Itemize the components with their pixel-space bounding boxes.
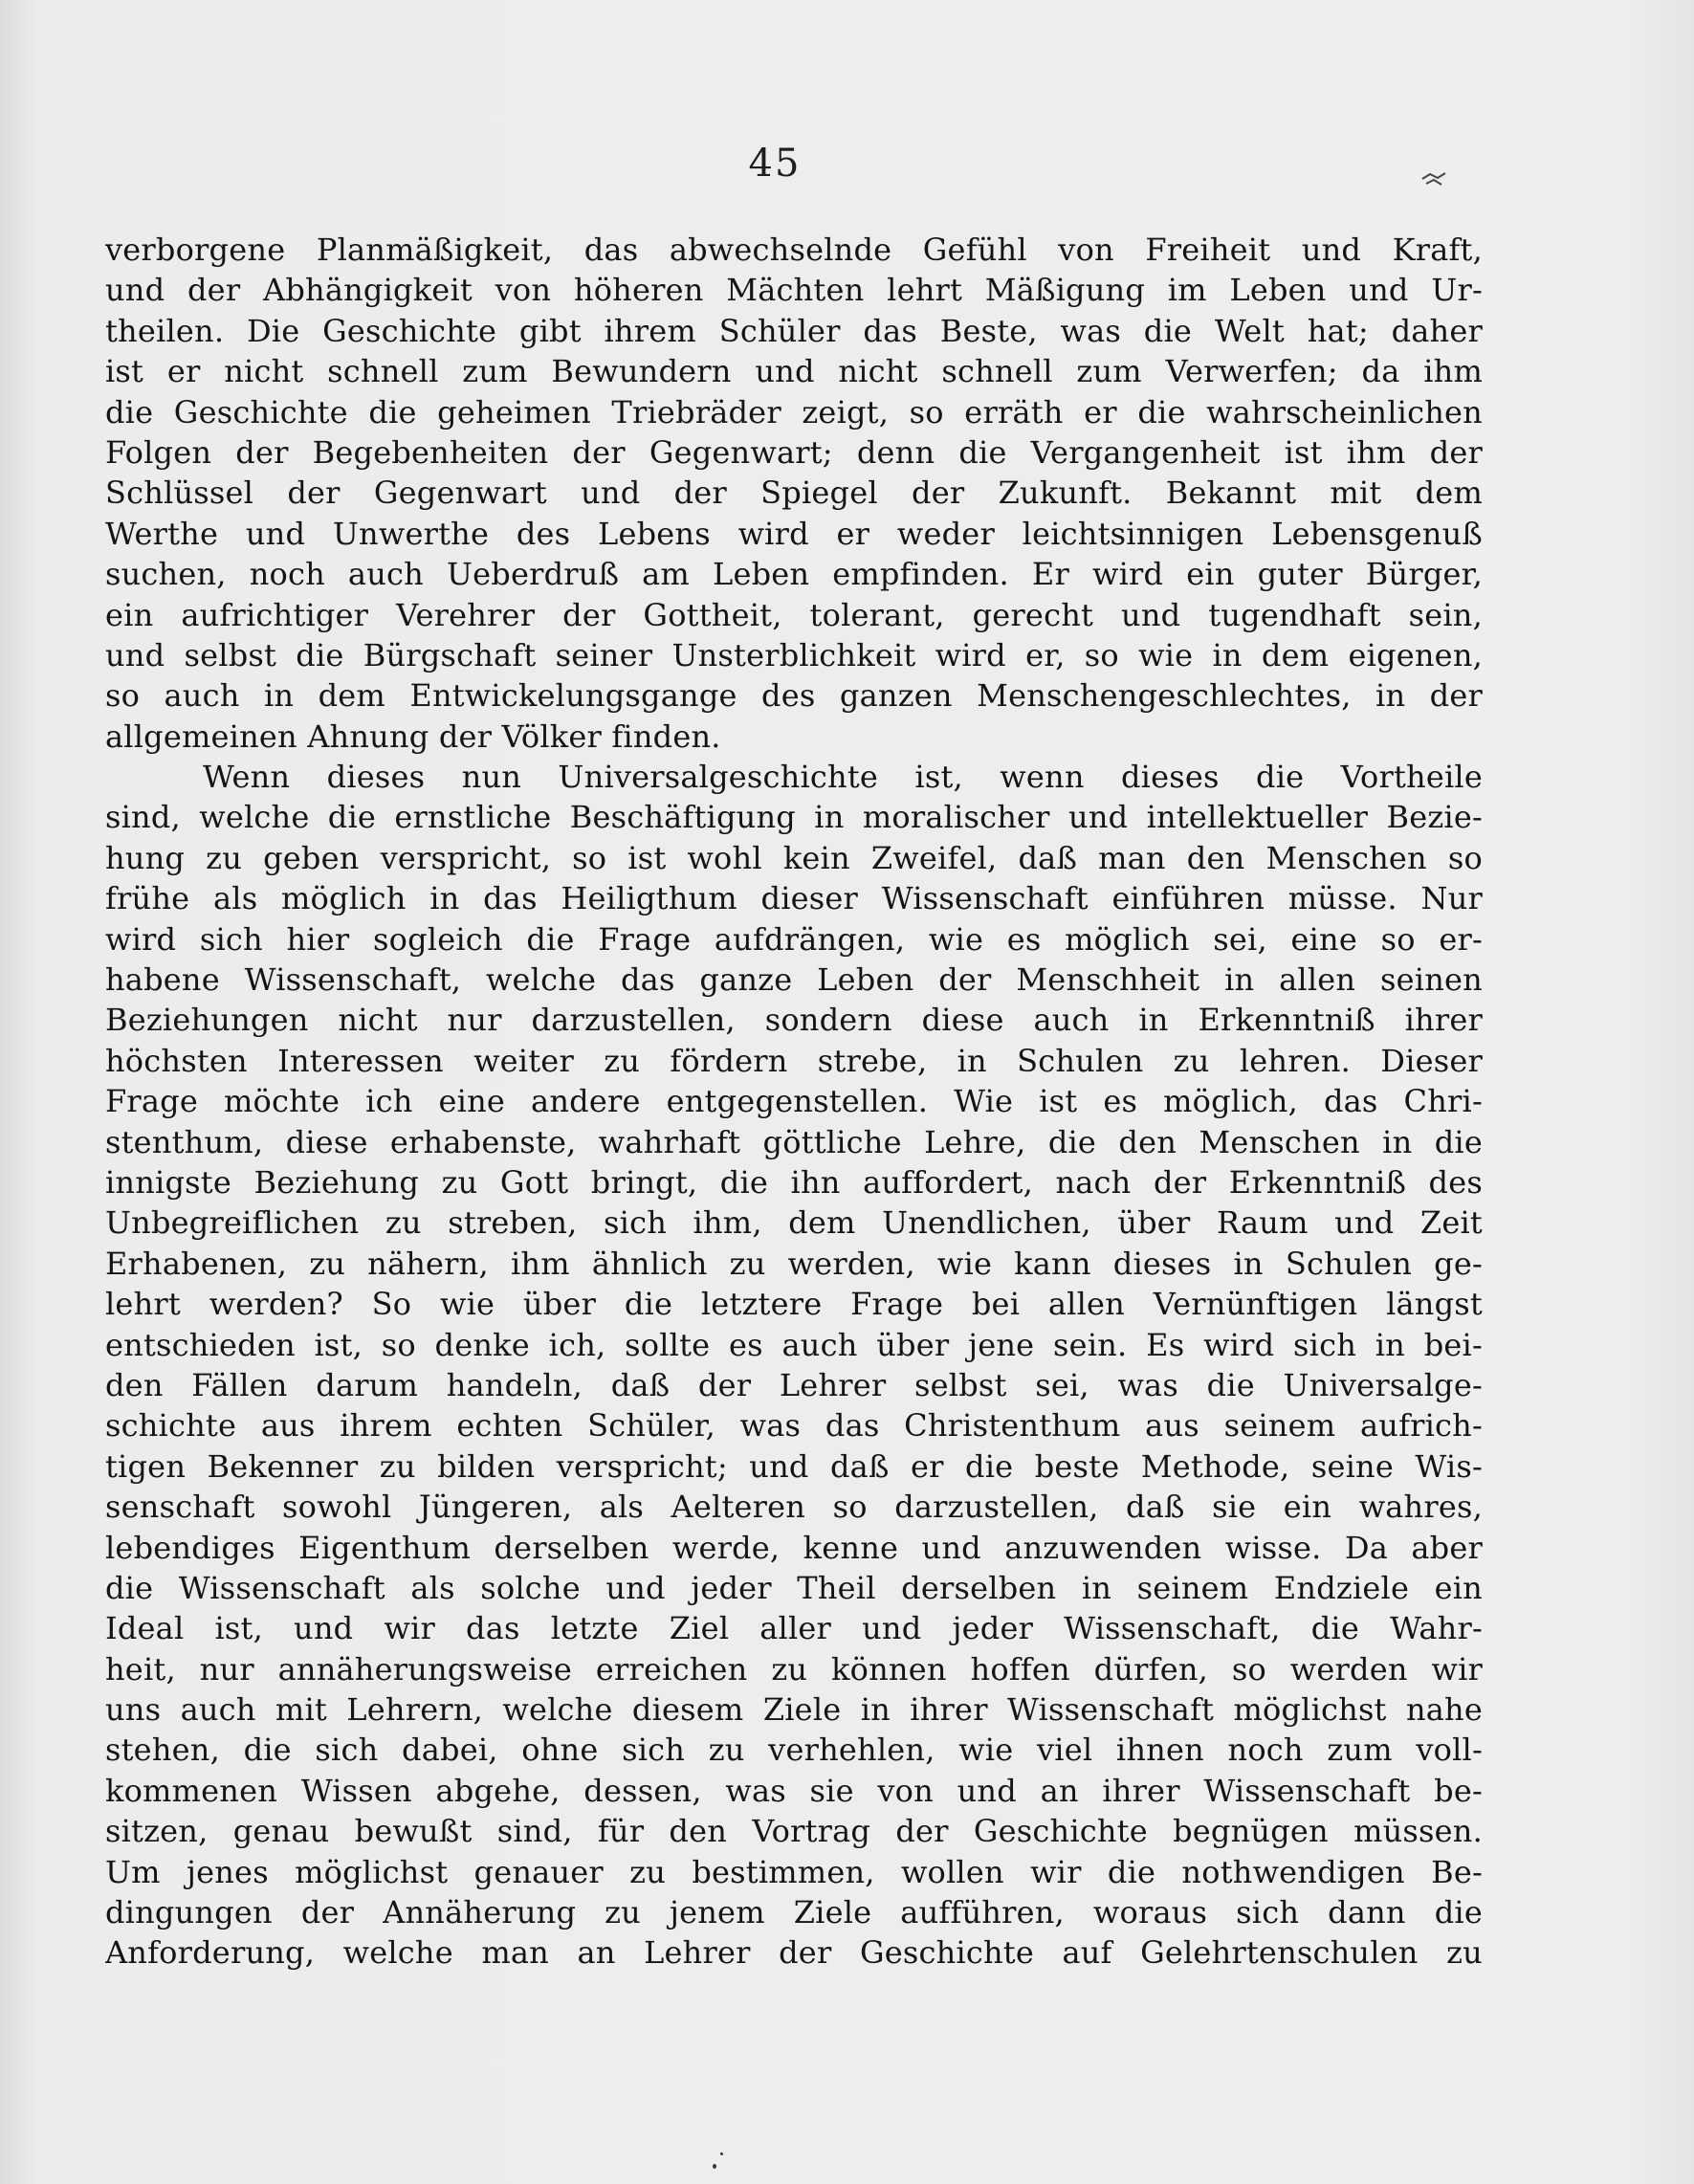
text-line: Um jenes möglichst genauer zu bestimmen, wollen wir die nothwendigen Be- (105, 1853, 1483, 1890)
text-line: stenthum, diese erhabenste, wahrhaft göttliche Lehre, die den Menschen in die (105, 1123, 1483, 1160)
text-line: lebendiges Eigenthum derselben werde, kenne und anzuwenden wisse. Da aber (105, 1529, 1483, 1566)
text-line: höchsten Interessen weiter zu fördern strebe, in Schulen zu lehren. Dieser (105, 1042, 1483, 1079)
text-line: Anforderung, welche man an Lehrer der Geschichte auf Gelehrtenschulen zu (105, 1934, 1483, 1972)
body-text (105, 230, 1483, 1974)
text-line: Schlüssel der Gegenwart und der Spiegel der Zukunft. Bekannt mit dem (105, 474, 1483, 512)
text-line: senschaft sowohl Jüngeren, als Aelteren so darzustellen, daß sie ein wahres, (105, 1489, 1483, 1526)
text-line: uns auch mit Lehrern, welche diesem Ziele in ihrer Wissenschaft möglichst nahe (105, 1691, 1483, 1729)
text-line: heit, nur annäherungsweise erreichen zu können hoffen dürfen, so werden wir (105, 1650, 1483, 1688)
text-line: habene Wissenschaft, welche das ganze Leben der Menschheit in allen seinen (105, 961, 1483, 999)
text-line: suchen, noch auch Ueberdruß am Leben empfinden. Er wird ein guter Bürger, (105, 556, 1483, 593)
text-line: Ideal ist, und wir das letzte Ziel aller und jeder Wissenschaft, die Wahr- (105, 1610, 1483, 1647)
text-line: Folgen der Begebenheiten der Gegenwart; denn die Vergangenheit ist ihm der (105, 433, 1483, 471)
text-line: die Wissenschaft als solche und jeder Theil derselben in seinem Endziele ein (105, 1569, 1483, 1606)
text-line: Erhabenen, zu nähern, ihm ähnlich zu werden, wie kann dieses in Schulen ge- (105, 1245, 1483, 1282)
text-line: wird sich hier sogleich die Frage aufdrängen, wie es möglich sei, eine so er- (105, 920, 1483, 958)
text-line: und der Abhängigkeit von höheren Mächten lehrt Mäßigung im Leben und Ur- (105, 272, 1483, 309)
text-line: innigste Beziehung zu Gott bringt, die ihn auffordert, nach der Erkenntniß des (105, 1163, 1483, 1201)
text-line: Beziehungen nicht nur darzustellen, sondern diese auch in Erkenntniß ihrer (105, 1002, 1483, 1039)
ink-smudge-icon (1420, 170, 1447, 188)
text-line: so auch in dem Entwickelungsgange des ganzen Menschengeschlechtes, in der (105, 677, 1483, 715)
page-number: 45 (748, 142, 802, 186)
text-line: entschieden ist, so denke ich, sollte es auch über jene sein. Es wird sich in bei- (105, 1326, 1483, 1363)
text-line: sind, welche die ernstliche Beschäftigung in moralischer und intellektueller Bezie- (105, 799, 1483, 836)
text-line: Unbegreiflichen zu streben, sich ihm, dem Unendlichen, über Raum und Zeit (105, 1204, 1483, 1242)
text-line: ist er nicht schnell zum Bewundern und nicht schnell zum Verwerfen; da ihm (105, 353, 1483, 390)
text-line: theilen. Die Geschichte gibt ihrem Schüler das Beste, was die Welt hat; daher (105, 312, 1483, 349)
text-line: verborgene Planmäßigkeit, das abwechselnde Gefühl von Freiheit und Kraft, (105, 232, 1483, 268)
text-line: lehrt werden? So wie über die letztere Frage bei allen Vernünftigen längst (105, 1286, 1483, 1323)
text-line: den Fällen darum handeln, daß der Lehrer selbst sei, was die Universalge- (105, 1366, 1483, 1403)
text-line: Frage möchte ich eine andere entgegenstellen. Wie ist es möglich, das Chri- (105, 1083, 1483, 1120)
text-line: sitzen, genau bewußt sind, für den Vortrag der Geschichte begnügen müssen. (105, 1813, 1483, 1850)
text-line: die Geschichte die geheimen Triebräder zeigt, so erräth er die wahrscheinlichen (105, 393, 1483, 430)
text-line: schichte aus ihrem echten Schüler, was das Christenthum aus seinem aufrich- (105, 1407, 1483, 1445)
text-line: und selbst die Bürgschaft seiner Unsterblichkeit wird er, so wie in dem eigenen, (105, 636, 1483, 673)
text-line: tigen Bekenner zu bilden verspricht; und daß er die beste Methode, seine Wis- (105, 1447, 1483, 1485)
text-line: Werthe und Unwerthe des Lebens wird er weder leichtsinnigen Lebensgenuß (105, 515, 1483, 552)
text-line: hung zu geben verspricht, so ist wohl kein Zweifel, daß man den Menschen so (105, 839, 1483, 876)
print-speck (720, 2152, 723, 2155)
text-line: stehen, die sich dabei, ohne sich zu verhehlen, wie viel ihnen noch zum voll- (105, 1732, 1483, 1769)
text-line: allgemeinen Ahnung der Völker finden. (105, 717, 721, 755)
text-line: ein aufrichtiger Verehrer der Gottheit, tolerant, gerecht und tugendhaft sein, (105, 596, 1483, 633)
print-speck (713, 2164, 716, 2169)
text-line: Wenn dieses nun Universalgeschichte ist, wenn dieses die Vortheile (203, 759, 1483, 796)
text-line: kommenen Wissen abgehe, dessen, was sie von und an ihrer Wissenschaft be- (105, 1772, 1483, 1809)
text-line: dingungen der Annäherung zu jenem Ziele aufführen, woraus sich dann die (105, 1894, 1483, 1931)
text-line: frühe als möglich in das Heiligthum dieser Wissenschaft einführen müsse. Nur (105, 880, 1483, 917)
